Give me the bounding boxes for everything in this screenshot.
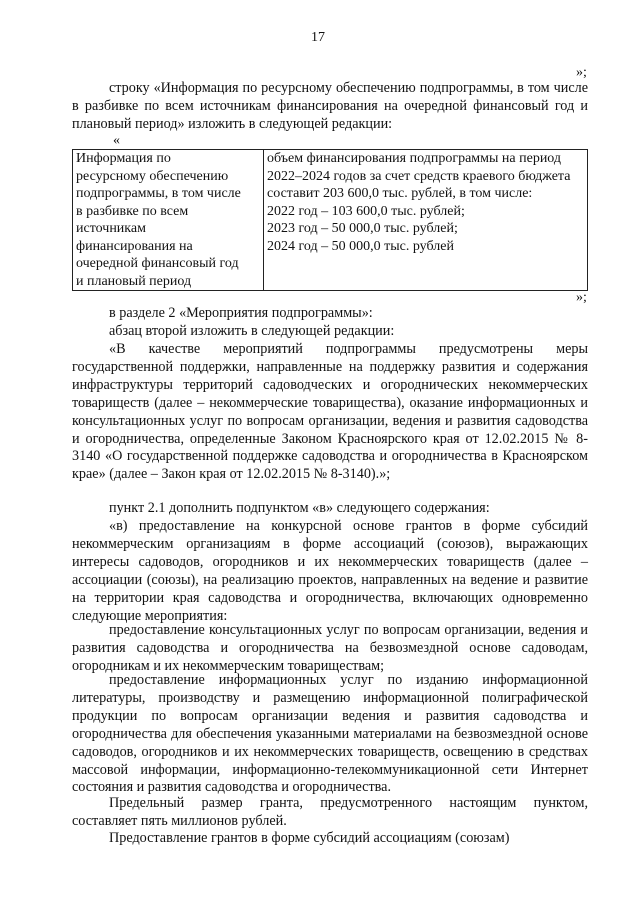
table-label-line: в разбивке по всем [76,203,189,219]
table-value-line: 2024 год – 50 000,0 тыс. рублей [267,238,454,254]
paragraph-punkt: пункт 2.1 дополнить подпунктом «в» следующего содержания: [109,500,490,516]
paragraph-section-2: в разделе 2 «Мероприятия подпрограммы»: [109,305,373,321]
paragraph-grant-provision: Предоставление грантов в форме субсидий ассоциациям (союзам) [109,830,510,846]
table-value-line: 2022–2024 годов за счет средств краевого бюджета [267,168,571,184]
table-label-line: финансирования на [76,238,193,254]
table-label-line: и плановый период [76,273,192,289]
table-value-line: объем финансирования подпрограммы на период [267,151,562,166]
table-label-line: Информация по [76,151,171,166]
paragraph-consulting: предоставление консультационных услуг по вопросам организации, ведения и развития садоводства и огородничества на безвозмездной основе садоводам, огородникам и их некоммерческим товариществам; [72,622,588,674]
resource-table [72,149,588,291]
table-cell-label [73,150,264,291]
table-value-line: составит 203 600,0 тыс. рублей, в том числе: [267,186,533,201]
paragraph-abzac: абзац второй изложить в следующей редакции: [109,323,395,339]
table-label-line: подпрограммы, в том числе [76,186,241,201]
table-label-line: источникам [76,221,146,236]
opening-quote: « [113,133,120,148]
table-label-line: очередной финансовый год [76,256,239,271]
table-value-line: 2023 год – 50 000,0 тыс. рублей; [267,221,458,236]
paragraph-subpoint-v: «в) предоставление на конкурсной основе грантов в форме субсидий некоммерческим организациям в форме ассоциаций (союзов), выражающих интересы садоводов, огородников и их некоммерческих товариществ (далее – ассоциации (союзы), на реализацию проектов, направленных на ведение и развитие на территории края садоводства и огородничества, включающих одновременно следующие мероприятия: [72,518,588,624]
table-cell-value [264,150,588,291]
table-label-line: ресурсному обеспечению [76,168,229,184]
page-number: 17 [311,30,325,45]
closing-quote: »; [576,65,587,80]
closing-quote: »; [576,290,587,305]
table-row [73,150,588,291]
paragraph-intro: строку «Информация по ресурсному обеспечению подпрограммы, в том числе в разбивке по всем источникам финансирования на очередной финансовый год и плановый период» изложить в следующей редакции: [72,80,588,132]
paragraph-grant-limit: Предельный размер гранта, предусмотренного настоящим пунктом, составляет пять миллионов рублей. [72,795,588,829]
paragraph-information: предоставление информационных услуг по изданию информационной литературы, производству и размещению информационной полиграфической продукции по вопросам организации ведения и развития садоводства и огородничества для обеспечения указанными материалами на безвозмездной основе садоводов, огородников и их некоммерческих товариществ, освещению в средствах массовой информации, информационно-телекоммуникационной сети Интернет состояния и развития садоводства и огородничества. [72,672,588,796]
paragraph-measures: «В качестве мероприятий подпрограммы предусмотрены меры государственной поддержки, направленные на поддержку развития и содержания инфраструктуры территорий садоводческих и огороднических некоммерческих товариществ (далее – некоммерческие товарищества), оказание информационных и консультационных услуг по вопросам организации, ведения и развития садоводства и огородничества, определенные Законом Красноярского края от 12.02.2015 № 8-3140 «О государственной поддержке садоводства и огородничества в Красноярском крае» (далее – Закон края от 12.02.2015 № 8-3140).»; [72,341,588,483]
table-value-line: 2022 год – 103 600,0 тыс. рублей; [267,203,465,219]
